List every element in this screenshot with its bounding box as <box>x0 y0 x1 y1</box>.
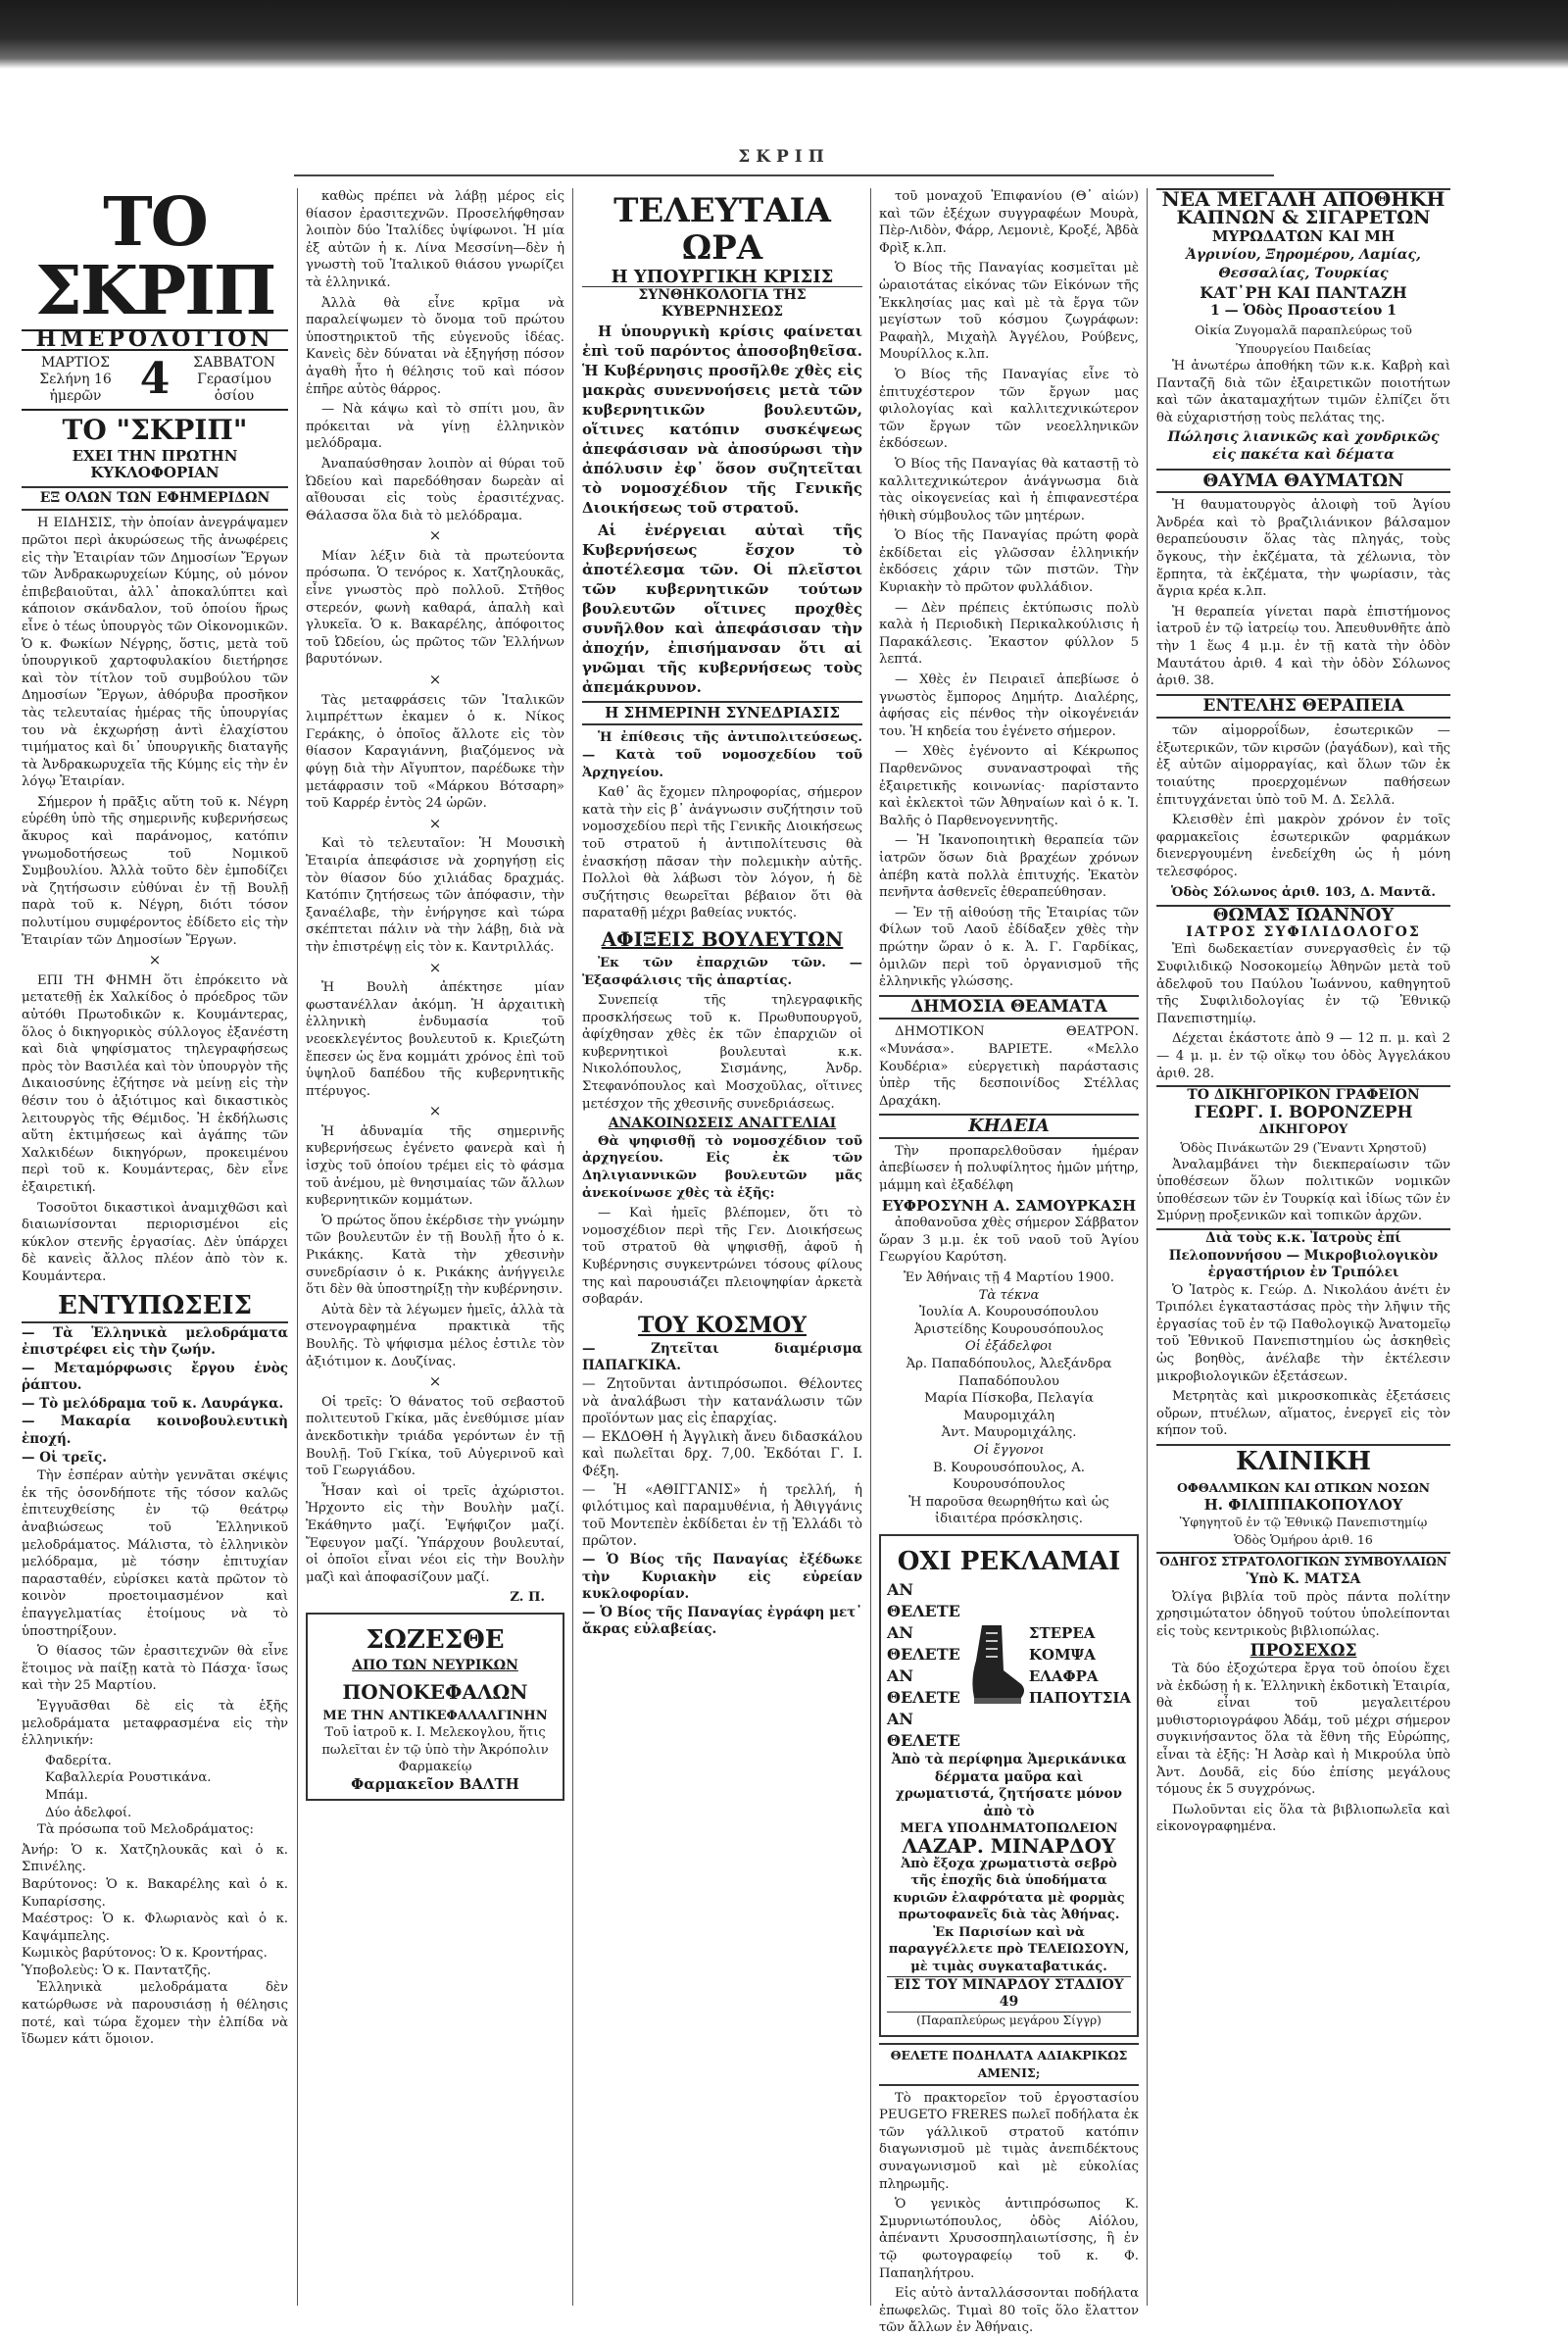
ad-word: ΕΛΑΦΡΑ <box>1028 1666 1099 1685</box>
article-paragraph: Ὀλίγα βιβλία τοῦ πρὸς πάντα πολίτην χρησιμώτατον ὁδηγοῦ τούτου ὑπολείπονται εἰς τοὺς κεντρικοὺς βιβλιοπώλας. <box>1156 1589 1450 1639</box>
article-paragraph: — Δὲν πρέπεις ἐκτύπωσις πολὺ καλὰ ἡ Περιοδικὴ Περικαλκούλισις ἡ Παρακάλεσις. Ἐκαστον φύλλον 5 λεπτά. <box>879 600 1139 668</box>
article-paragraph: Ὁ Βίος τῆς Παναγίας κοσμεῖται μὲ ὡραιοτάτας εἰκόνας τῶν Εἰκόνων τῆς Ἐκκλησίας μας καὶ μὲ τὰ ἔργα τῶν μεγίστων τοῦ κόσμου ζωγράφων: Ραφαὴλ, Μιχαὴλ Ἀγγέλου, Ρούβενς, Μουρίλλος κ.λπ. <box>879 261 1139 363</box>
ad-title-soon: ΠΡΟΣΕΧΩΣ <box>1250 1641 1357 1662</box>
ad-text: Τοῦ ἰατροῦ κ. Ι. Μελεκογλου, ἥτις πωλεῖται ἐν τῷ ὑπὸ τὴν Ἀκρόπολιν Φαρμακείῳ <box>321 1725 549 1775</box>
ad-text: Ἀπὸ τὰ περίφημα Ἀμερικάνικα δέρματα μαῦρα καὶ χρωματιστά, ζητήσατε μόνον ἀπὸ τὸ <box>891 1751 1127 1819</box>
boot-icon <box>960 1621 1029 1710</box>
mourners-list <box>879 1304 1139 1528</box>
list-item: Ἀρ. Παπαδόπουλος, Ἀλεξάνδρα Παπαδόπουλου <box>906 1357 1112 1389</box>
entyposeis-list <box>22 1325 288 1467</box>
ad-address: Ὁδὸς Ὁμήρου ἀριθ. 16 <box>1234 1531 1373 1547</box>
subhead-arrivals: ΑΦΙΞΕΙΣ ΒΟΥΛΕΥΤΩΝ <box>601 926 844 951</box>
list-item: Ἀριστείδης Κουρουσόπουλος <box>914 1321 1103 1337</box>
list-item: — ΕΚΔΟΘΗ ἡ Ἀγγλικὴ ἄνευ διδασκάλου καὶ πωλεῖται δρχ. 7,00. Ἐκδόται Γ. Ι. Φέξη. <box>582 1428 862 1479</box>
month: ΜΑΡΤΙΟΣ <box>40 354 111 371</box>
lawyer-name: ΓΕΩΡΓ. Ι. ΒΟΡΟΝΖΕΡΗ <box>1194 1102 1413 1122</box>
headline-last-hour: ΤΕΛΕΥΤΑΙΑ ΩΡΑ <box>613 191 831 268</box>
article-paragraph: τῶν αἱμορροΐδων, ἐσωτερικῶν — ἐξωτερικῶν, τῶν κιρσῶν (ῥαγάδων), καὶ τῆς ἐξ αὐτῶν αἱμορραγίας, καὶ ὅλων τῶν ἐκ τοιαύτης προερχομένων παθήσεων ἐπιτυγχάνεται ὑπὸ τοῦ Μ. Δ. Σελλᾶ. <box>1156 723 1450 808</box>
cast-list <box>22 1842 288 1980</box>
list-item: — Μακαρία κοινοβουλευτικὴ ἐποχή. <box>22 1414 288 1448</box>
article-paragraph: Αὐτὰ δὲν τὰ λέγωμεν ἡμεῖς, ἀλλὰ τὰ στενογραφημένα πρακτικὰ τῆς Βουλῆς. Τὸ ψήφισμα μέλος ἐστιλε τὸν ἀξιότιμον κ. Δουζίνας. <box>306 1302 564 1369</box>
article-paragraph: — Χθὲς ἐν Πειραιεῖ ἀπεβίωσε ὁ γνωστὸς ἔμπορος Δημήτρ. Διαλέρης, ἀφήσας εἰς πένθος τὴν οἰκογένειάν του. Ἡ κηδεία του ἐγένετο σήμερον. <box>879 672 1139 739</box>
article-paragraph: Σήμερον ἡ πρᾶξις αὕτη τοῦ κ. Νέγρη εὑρέθη ὑπὸ τῆς σημερινῆς κυβερνήσεως ἄκυρος καὶ παράνομος, κατόπιν γνωμοδοτήσεως τοῦ Νομικοῦ Συμβουλίου. Ἀλλὰ τοῦτο δὲν ἐμποδίζει νὰ ζητήσωσιν εὐθύναι ἐν τῇ Βουλῇ παρὰ τοῦ κ. Νέγρη, διότι τόσον πολυτίμου συμφέροντος ἐδίδετο εἰς τὴν Ἑταιρίαν τῶν Δημοσίων Ἔργων. <box>22 794 288 948</box>
column-rule-2 <box>572 188 573 2306</box>
article-paragraph: Ἡ ἀδυναμία τῆς σημερινῆς κυβερνήσεως ἐγένετο φανερὰ καὶ ἡ ἰσχὺς τοῦ ὁποίου τρέμει εἰς τὸ φάσμα τοῦ ἀνέμου, μὲ θνησιμαίας τῶν ἄλλων κυβερνητικῶν κομμάτων. <box>306 1123 564 1209</box>
article-paragraph: Οἱ τρεῖς: Ὁ θάνατος τοῦ σεβαστοῦ πολιτευτοῦ Γκίκα, μᾶς ἐνεθύμισε μίαν ἀνεκδοτικὴν τριάδα γερόντων ἐν τῇ Βουλῇ. Τοῦ Γκίκα, τοῦ Αὐγερινοῦ καὶ τοῦ Γεωργιάδου. <box>306 1394 564 1479</box>
ad-title-miracle: ΘΑΥΜΑ ΘΑΥΜΑΤΩΝ <box>1156 469 1450 494</box>
list-item: Βαρύτονος: Ὁ κ. Βακαρέλης καὶ ὁ κ. Κυπαρίσσης. <box>22 1876 288 1910</box>
mourners-title: Τὰ τέκνα <box>978 1287 1040 1303</box>
ad-title-lawyer: ΤΟ ΔΙΚΗΓΟΡΙΚΟΝ ΓΡΑΦΕΙΟΝ <box>1156 1085 1450 1105</box>
article-paragraph: Η ΕΙΔΗΣΙΣ, τὴν ὁποίαν ἀνεγράψαμεν πρῶτοι περὶ ἀκυρώσεως τῆς ἀνωφέρεις εἰς τὴν Ἑταιρίαν τῶν Δημοσίων Ἔργων τῶν Ἀνδρακωρυχείων Κύμης, οὐ μόνον ἐπιβεβαιοῦται, ἀλλ᾽ ἀποκαλύπτει καὶ κάποιον σκάνδαλον, τοῦ ὁποίου ἥρως εἶνε ὁ τέως ὑπουργὸς τῶν Οἰκονομικῶν. Ὁ κ. Φωκίων Νέγρης, ὅστις, μετὰ τοῦ ὑπουργικοῦ χαρτοφυλακίου διετήρησε καὶ τὸν τίτλον τοῦ συμβούλου τῶν Δημοσίων Ἔργων, ἀθόρυβα προσῆκον τὰς τελευταίας ἡμέρας τῆς ὑπουργίας του νὰ ἐκχωρήσῃ ἀντὶ ἐλαχίστου τιμήματος καὶ δι᾽ ὑπουργικῆς διαταγῆς τὰ Ἀνδρακωρυχεῖα τῆς Κύμης εἰς τὴν ἐν λόγῳ Ἑταιρίαν. <box>22 516 288 790</box>
cast-title: Τὰ πρόσωπα τοῦ Μελοδράματος: <box>37 1822 254 1838</box>
article-paragraph: Δέχεται ἑκάστοτε ἀπὸ 9 — 12 π. μ. καὶ 2 — 4 μ. μ. ἐν τῷ οἴκῳ του ὁδὸς Ἀγγελάκου ἀριθ. 28. <box>1156 1031 1450 1081</box>
list-item: Ἡ παροῦσα θεωρηθήτω καὶ ὡς ἰδιαιτέρα πρόσκλησις. <box>908 1494 1109 1527</box>
list-item: Οἱ ἐξάδελφοι <box>964 1339 1054 1355</box>
ad-line: ΜΥΡΩΔΑΤΩΝ ΚΑΙ ΜΗ <box>1211 227 1396 245</box>
ad-line: ΜΕ ΤΗΝ ΑΝΤΙΚΕΦΑΛΑΛΓΙΝΗΝ <box>322 1708 548 1723</box>
ad-word: ΠΑΠΟΥΤΣΙΑ <box>1028 1688 1132 1707</box>
ad-address: 1 — Ὁδὸς Προαστείου 1 <box>1210 303 1396 319</box>
ad-row: ΑΝ ΘΕΛΕΤΕ <box>887 1579 960 1620</box>
separator-mark: × <box>428 958 442 976</box>
ad-text: Ἀγρινίου, Ξηρομέρου, Λαμίας, Θεσσαλίας, Τουρκίας <box>1186 247 1421 281</box>
dateline <box>22 355 288 411</box>
article-paragraph: ἀποθανοῦσα χθὲς σήμερον Σάββατον ὥραν 3 μ.μ. ἐκ τοῦ ναοῦ τοῦ Ἁγίου Γεωργίου Καρύτση. <box>879 1216 1139 1266</box>
day-number: 4 <box>139 354 171 405</box>
article-paragraph: — Νὰ κάψω καὶ τὸ σπίτι μου, ἂν πρόκειται νὰ γίνῃ ἑλληνικὸν μελόδραμα. <box>306 402 564 452</box>
article-paragraph: Ἡ θεραπεία γίνεται παρὰ ἐπιστήμονος ἰατροῦ ἐν τῷ ἰατρείῳ του. Ἀπευθυνθῆτε ἀπὸ τὴν 1 ἕως 4 μ.μ. ἐν τῇ κατὰ τὴν ὁδὸν Μαυτάτου ἀριθ. 4 καὶ τὴν ὁδὸν Σόλωνος ἀριθ. 38. <box>1156 604 1450 689</box>
masthead-title: ΤΟ ΣΚΡΙΠ <box>34 183 275 330</box>
article-paragraph: Καθ᾽ ἃς ἔχομεν πληροφορίας, σήμερον κατὰ τὴν εἰς β᾽ ἀνάγνωσιν συζήτησιν τοῦ νομοσχεδίου περὶ τῆς Γενικῆς Διοικήσεως τοῦ στρατοῦ ἡ ἀντιπολίτευσις θὰ ἐνασκήσῃ πᾶσαν τὴν πολεμικὴν αὐτῆς. Πολλοὶ θὰ λάβωσι τὸν λόγον, ἡ δὲ συζήτησις θεωρεῖται βέβαιον ὅτι θὰ παραταθῇ μέχρι βαθείας νυκτός. <box>582 785 862 921</box>
ad-shop: Φαρμακεῖον ΒΑΛΤΗ <box>351 1774 519 1793</box>
list-item: — Μεταμόρφωσις ἔργου ἑνὸς ῥάπτου. <box>22 1360 288 1394</box>
subhead-government: ΣΥΝΘΗΚΟΛΟΓΙΑ ΤΗΣ ΚΥΒΕΡΝΗΣΕΩΣ <box>638 286 807 321</box>
clinic-title: ΚΛΙΝΙΚΗ <box>1156 1444 1450 1477</box>
article-paragraph: Τὰς μεταφράσεις τῶν Ἰταλικῶν λιμπρέττων ἐκαμεν ὁ κ. Νίκος Γεράκης, ὁ ὁποῖος ἄλλοτε εἰς τὸν θίασον Καραγιάννη, βιαζόμενος νὰ φύγῃ διὰ τὴν Αἴγυπτον, παρέδωκε τὴν μετάφρασιν τοῦ «Μάρκου Βότσαρη» τοῦ Καρρέρ ἐντὸς 24 ὡρῶν. <box>306 692 564 812</box>
article-paragraph: τοῦ μοναχοῦ Ἐπιφανίου (Θ᾽ αἰών) καὶ τῶν ἐξέχων συγγραφέων Μουρὰ, Πὲρ-Λιδὸν, Φάρρ, Λεμονιὲ, Κροξέ, Ἀβδὰ Φρὶξ κ.λπ. <box>879 189 1139 256</box>
plays-list <box>22 1753 288 1821</box>
article-paragraph: Μίαν λέξιν διὰ τὰ πρωτεύοντα πρόσωπα. Ὁ τενόρος κ. Χατζηλουκᾶς, εἶνε γνωστὸς πρὸ πολλοῦ. Στῆθος στερεόν, φωνὴ καθαρά, ἁπαλὴ καὶ γλυκεῖα. Ὁ κ. Βακαρέλης, ἀπόφοιτος τοῦ Ὠδείου, ὡς πρῶτος τῶν Ἑλλήνων βαρυτόνων. <box>306 548 564 668</box>
ad-row: ΑΝ ΘΕΛΕΤΕ <box>887 1666 960 1707</box>
ad-text: Ἀπὸ ἔξοχα χρωματιστὰ σεβρὸ τῆς ἐποχῆς διὰ ὑποδήματα κυριῶν ἐλαφρότατα μὲ φορμὰς πρωτοφανεῖς διὰ τὰς Ἀθήνας. <box>893 1856 1125 1923</box>
article-paragraph: Ἐκ τῶν ἐπαρχιῶν τῶν. — Ἐξασφάλισις τῆς ἀπαρτίας. <box>582 955 862 988</box>
kosmos-list <box>582 1341 862 1639</box>
list-item: Μαρία Πίσκοβα, Πελαγία Μαυρομιχάλη <box>924 1391 1094 1423</box>
list-item: — Τὰ Ἑλληνικὰ μελοδράματα ἐπιστρέφει εἰς τὴν ζωήν. <box>22 1324 288 1359</box>
article-paragraph: Ἡ ἀνωτέρω ἀποθήκη τῶν κ.κ. Καβρὴ καὶ Πανταζῆ διὰ τῶν ἐξαιρετικῶν ποιοτήτων καὶ τῶν ἀκαταμαχήτων τιμῶν ἐλπίζει ὅτι θὰ εὐχαριστήσῃ τοὺς πελάτας της. <box>1156 359 1450 425</box>
column-1 <box>22 183 288 2315</box>
ad-shoes <box>879 1534 1139 2038</box>
article-paragraph: Τοσοῦτοι δικαστικοὶ ἀναμιχθῶσι καὶ διαιωνίσονται περιορισμένοι εἰς κύκλον στενῆς ἐργασίας. Δὲν ὑπάρχει δὲ κανεὶς ἄλλος πλέον ἀπὸ τὸν κ. Κουμάντερα. <box>22 1200 288 1284</box>
article-paragraph: Πωλοῦνται εἰς ὅλα τὰ βιβλιοπωλεῖα καὶ εἰκονογραφημένα. <box>1156 1802 1450 1835</box>
list-item: Μπάμ. <box>45 1787 88 1803</box>
article-paragraph: Ὁ θίασος τῶν ἐρασιτεχνῶν θὰ εἶνε ἕτοιμος νὰ παίξῃ κατὰ τὸ Πάσχα· ἴσως καὶ τὴν 25 Μαρτίου. <box>22 1644 288 1694</box>
ad-word: ΚΟΜΨΑ <box>1028 1645 1096 1664</box>
page-header: ΣΚΡΙΠ <box>738 147 830 167</box>
article-paragraph: — Ἐν τῇ αἰθούσῃ τῆς Ἑταιρίας τῶν Φίλων τοῦ Λαοῦ ἐδίδαξεν χθὲς τὴν πρώτην ὥραν ὁ κ. Ἀ. Γ. Γαρδίκας, ὁμιλῶν περὶ τοῦ ὀργανισμοῦ τῆς ἐλληνικῆς γλώσσης. <box>879 905 1139 990</box>
section-title-entyposeis: ΕΝΤΥΠΩΣΕΙΣ <box>22 1290 288 1323</box>
doctor-name: ΘΩΜΑΣ ΙΩΑΝΝΟΥ <box>1156 905 1450 924</box>
masthead <box>22 183 288 411</box>
weekday: ΣΑΒΒΑΤΟΝ <box>193 354 275 371</box>
ad-title: ΣΩΖΕΣΘΕ <box>366 1624 505 1655</box>
article-paragraph: Αἱ ἐνέργειαι αὐταὶ τῆς Κυβερνήσεως ἔσχον τὸ ἀποτέλεσμα τῶν. Οἱ πλεῖστοι τῶν κυβερνητικῶν τούτων βουλευτῶν οἵτινες προχθὲς συνῆλθον καὶ ἀπεφάσισαν τὴν ἀποχήν, ἐπισήμανσαν ὅτι αἱ γνῶμαι τῆς κυβερνήσεως τοὺς ἀπεμάκρυνον. <box>582 521 862 696</box>
clinic-subtitle: ΟΦΘΑΛΜΙΚΩΝ ΚΑΙ ΩΤΙΚΩΝ ΝΟΣΩΝ <box>1176 1480 1431 1496</box>
article-paragraph: Τὴν ἐσπέραν αὐτὴν γεννᾶται σκέψις ἐκ τῆς ὁσονδήποτε τῆς τόσον καλῶς ἐπιτευχθείσης ἐν τῷ θεάτρῳ ἀναβιώσεως τοῦ Ἑλληνικοῦ μελοδράματος. Μάλιστα, τὸ ἑλληνικὸν μελόδραμα, μὲ τόσην ἐπιτυχίαν παρασταθέν, εὑρίσκει κατὰ πρῶτον τὸ κοινὸν προετοιμασμένον καὶ ἐπαγγελματίας ἑτοίμους νὰ τὸ ὑποστηρίξουν. <box>22 1468 288 1639</box>
column-3 <box>582 188 862 2315</box>
ad-owner: ΚΑΤ᾽ΡΗ ΚΑΙ ΠΑΝΤΑΖΗ <box>1200 283 1407 302</box>
ad-shop-name: ΛΑΖΑΡ. ΜΙΝΑΡΔΟΥ <box>902 1833 1116 1858</box>
list-item: Ὑποβολεὺς: Ὁ κ. Παντατζῆς. <box>22 1963 212 1978</box>
article-paragraph: Ἦσαν καὶ οἱ τρεῖς ἀχώριστοι. Ἠρχοντο εἰς τὴν Βουλὴν μαζί. Ἐκάθηντο μαζί. Ἐψήφιζον μαζί. Ἔφευγον μαζί. Ὑπάρχουν βουλευταί, οἱ ὁποῖοι εἶναι νέοι εἰς τὴν Βουλὴν μαζὶ καὶ ἀποφασίζουν μαζί. <box>306 1483 564 1585</box>
article-paragraph: Ἐπὶ δωδεκαετίαν συνεργασθεὶς ἐν τῷ Συφιλιδικῷ Νοσοκομείῳ Ἀθηνῶν μετὰ τοῦ ἀδελφοῦ του Παύλου Ἰωάννου, καθηγητοῦ τῆς Συφιλιδολογίας ἐν τῷ Ἐθνικῷ Πανεπιστημίῳ. <box>1156 942 1450 1026</box>
clinic-doctor: Η. ΦΙΛΙΠΠΑΚΟΠΟΥΛΟΥ <box>1203 1495 1403 1514</box>
article-paragraph: Ἡ θαυματουργὸς ἀλοιφὴ τοῦ Ἁγίου Ἀνδρέα καὶ τὸ βραζιλιάνικον βάλσαμον θεραπεύουσιν ὅλας τὰς πληγάς, τοὺς ὄγκους, τὴν ἐκζέματα, τὰ χέλωνια, τὸν ἕρπητα, τὰ ἐκζέματα, τὴν ψωρίασιν, τὰς ἄγρια κρέα κ.λπ. <box>1156 498 1450 600</box>
list-item: — Ζητοῦνται ἀντιπρόσωποι. Θέλοντες νὰ ἀναλάβωσι τὴν κατανάλωσιν τῶν προϊόντων μας εἰς ἐπαρχίας. <box>582 1375 862 1427</box>
ad-subtitle: ΚΑΠΝΩΝ & ΣΙΓΑΡΕΤΩΝ <box>1176 207 1431 228</box>
article-paragraph: Η ὑπουργικὴ κρίσις φαίνεται ἐπὶ τοῦ παρόντος ἀποσοβηθεῖσα. Ἡ Κυβέρνησις προσῆλθε χθὲς εἰς μακρὰς συνεννοήσεις μετὰ τῶν κυβερνητικῶν βουλευτῶν, οἵτινες κατόπιν συσκέψεως ἀπεφάσισαν νὰ ἀποσύρωσι τὴν ἀπόλυσιν ἐφ᾽ ὅσον συζητεῖται τὸ νομοσχέδιον τῆς Γενικῆς Διοικήσεως τοῦ στρατοῦ. <box>582 322 862 517</box>
list-item: Καβαλλερία Ρουστικάνα. <box>45 1770 212 1786</box>
article-paragraph: Εἰς αὐτὸ ἀνταλλάσσονται ποδήλατα ἐπωφελῶς. Τιμαὶ 80 τοῖς ὅλο ἔλαττον τῶν ἄλλων ἐν Ἀθήναις. <box>879 2286 1139 2336</box>
list-item: — Ζητεῖται διαμέρισμα ΠΑΠΑΓΚΙΚΑ. <box>582 1340 862 1374</box>
ad-title-guide: ΟΔΗΓΟΣ ΣΤΡΑΤΟΛΟΓΙΚΩΝ ΣΥΜΒΟΥΛΑΙΩΝ <box>1156 1552 1450 1571</box>
list-item: Ἀνήρ: Ὁ κ. Χατζηλουκᾶς καὶ ὁ κ. Σπινέλης. <box>22 1842 288 1875</box>
saint-of-day: Γερασίμου ὁσίου <box>197 371 271 404</box>
article-paragraph: ΔΗΜΟΤΙΚΟΝ ΘΕΑΤΡΟΝ. «Μυνάσα». ΒΑΡΙΕΤΕ. «Μελλο Κουδέρια» εὐεργετικὴ παράστασις ὑπὲρ τῆς δεσποινίδος Στέλλας Δραχάκη. <box>879 1024 1139 1109</box>
list-item: — Ἡ «ΑΘΙΓΓΑΝΙΣ» ἡ τρελλή, ἡ φιλότιμος καὶ παραμυθένια, ἡ Ἀθιγγάνις τοῦ Μοντεπὲν ἐκδίδεται ἐν τῇ Ἑλλάδι τὸ πρῶτον. <box>582 1481 862 1550</box>
article-paragraph: Κλεισθὲν ἐπὶ μακρὸν χρόνον ἐν τοῖς φαρμακεῖοις ἐσωτερικῶν φαρμάκων διενεργουμένη ἐνεδείχθη ὡς ἡ μόνη τελεσφόρος. <box>1156 813 1450 880</box>
promo-title: ΤΟ "ΣΚΡΙΠ" <box>62 413 248 446</box>
section-title-kosmos: ΤΟΥ ΚΟΣΜΟΥ <box>638 1312 807 1338</box>
ad-text: Ἐκ Παρισίων καὶ νὰ παραγγέλλετε πρὸ ΤΕΛΕΙΩΣΟΥΝ, μὲ τιμὰς συγκαταβατικάς. <box>888 1924 1130 1975</box>
subhead-today-session: Η ΣΗΜΕΡΙΝΗ ΣΥΝΕΔΡΙΑΣΙΣ <box>582 701 862 726</box>
scan-border-top <box>0 0 1568 69</box>
section-title-theamata: ΔΗΜΟΣΙΑ ΘΕΑΜΑΤΑ <box>879 995 1139 1020</box>
clinic-text: Ὑφηγητοῦ ἐν τῷ Ἐθνικῷ Πανεπιστημίῳ <box>1179 1515 1428 1530</box>
separator-mark: × <box>428 526 442 545</box>
ad-title: ΝΕΑ ΜΕΓΑΛΗ ΑΠΟΘΗΚΗ <box>1156 188 1450 209</box>
article-paragraph: Ὁ Βίος τῆς Παναγίας εἶνε τὸ ἐπιτυχέστερον τῶν ἔργων μας φιλολογίας καὶ καλλιτεχνικώτερον τῶν ἔργων τῶν νεοελληνικῶν ἐκδόσεων. <box>879 367 1139 452</box>
ad-title-lab: Διὰ τοὺς κ.κ. Ἰατροὺς ἐπί Πελοποννήσου — Μικροβιολογικὸν ἐργαστήριον ἐν Τριπόλει <box>1156 1228 1450 1282</box>
headline-crisis: Η ΥΠΟΥΡΓΙΚΗ ΚΡΙΣΙΣ <box>582 269 862 287</box>
article-paragraph: — Ἡ Ἰκανοποιητικὴ θεραπεία τῶν ἰατρῶν ὅσων διὰ βραχέων χρόνων ἀπέβη κατὰ πολλὰ ἐπιτυχής. Ἑκατὸν πενῆντα ἀσθενεῖς ἐθεραπεύθησαν. <box>879 833 1139 901</box>
article-paragraph: ΕΠΙ ΤΗ ΦΗΜΗ ὅτι ἐπρόκειτο νὰ μετατεθῇ ἐκ Χαλκίδος ὁ πρόεδρος τῶν αὐτόθι Πρωτοδικῶν κ. Κουμάντερας, ὅλος ὁ δικηγορικὸς σύλλογος ἐξανέστη καὶ διὰ ψηφίσματος τηλεγραφήσεως πρὸς τὸν Βασιλέα καὶ τὸν ὑπουργὸν τῆς Δικαιοσύνης ἐζήτησε νὰ μείνῃ εἰς τὴν θέσιν του ὁ ἀξιότιμος καὶ δικαστικὸς λειτουργὸς τῆς Θέμιδος. Ἡ ἐκδήλωσις αὕτη ἐκτιμήσεως καὶ ἀγάπης τῶν Χαλκιδέων δικηγόρων, προκειμένου περὶ τοῦ κ. Κουμάντερας, δὲν εἶνε ἐξαιρετική. <box>22 972 288 1195</box>
article-paragraph: Ὁ Βίος τῆς Παναγίας θὰ καταστῇ τὸ καλλιτεχνικώτερον ἀνάγνωσμα διὰ τὰς οἰκογενείας καὶ ἡ ἐπιφανεστέρα ἠθικὴ σύμβουλος τῶν μητέρων. <box>879 456 1139 523</box>
article-paragraph: Ὁ πρώτος ὅπου ἐκέρδισε τὴν γνώμην τῶν βουλευτῶν ἐν τῇ Βουλῇ ἦτο ὁ κ. Ρικάκης. Κατὰ τὴν χθεσινὴν συνεδρίασιν ὁ κ. Ρικάκης ἀνήγγειλε ὅτι δὲν θὰ ὑποστηρίξῃ τὴν κυβέρνησιν. <box>306 1213 564 1298</box>
ad-address: ΕΙΣ ΤΟΥ ΜΙΝΑΡΔΟΥ ΣΤΑΔΙΟΥ 49 <box>887 1976 1131 2013</box>
ad-row: ΑΝ ΘΕΛΕΤΕ <box>887 1622 960 1664</box>
article-paragraph: Τὸ πρακτορεῖον τοῦ ἐργοστασίου PEUGETO FRERES πωλεῖ ποδήλατα ἐκ τῶν γάλλικοῦ στρατοῦ κατόπιν διαγωνισμοῦ μὲ τιμὰς ἀνεπιδέκτους συναγωνισμοῦ καὶ μὲ εὐκολίας πληρωμῆς. <box>879 2090 1139 2192</box>
separator-mark: × <box>428 814 442 832</box>
article-paragraph: καθὼς πρέπει νὰ λάβῃ μέρος εἰς θίασον ἐρασιτεχνῶν. Προσελήφθησαν λοιπὸν δύο Ἰταλίδες ὑψίφωνοι. Ἡ μία ἐξ αὐτῶν ἡ κ. Λίνα Μεσσίνη—δὲν ἡ γνωστὴ τοῦ Ἰταλικοῦ θιάσου γνωρίζει τὰ ἑλληνικά. <box>306 189 564 290</box>
article-paragraph: — Καὶ ἡμεῖς βλέπομεν, ὅτι τὸ νομοσχέδιον περὶ τῆς Γεν. Διοικήσεως τοῦ στρατοῦ θὰ ψηφισθῇ, ἀφοῦ ἡ Κυβέρνησις συγκεντρώνει τόσους φίλους της καὶ παρουσιάζει πλειοψηφίαν ἀρκετὰ σοβαράν. <box>582 1206 862 1308</box>
list-item: Κωμικὸς βαρύτονος: Ὁ κ. Κροντήρας. <box>22 1946 268 1962</box>
column-4 <box>879 188 1139 2336</box>
page-header-rule <box>294 174 1274 176</box>
separator-mark: × <box>148 951 162 970</box>
promo-line-1: ΕΧΕΙ ΤΗΝ ΠΡΩΤΗΝ ΚΥΚΛΟΦΟΡΙΑΝ <box>72 446 238 482</box>
list-item: Β. Κουρουσόπουλος, Α. Κουρουσόπουλος <box>933 1460 1085 1493</box>
list-item: Οἱ ἔγγονοι <box>973 1442 1045 1458</box>
column-2 <box>306 188 564 2315</box>
separator-mark: × <box>428 1372 442 1391</box>
ad-headache <box>306 1613 564 1802</box>
list-item: — Οἱ τρεῖς. <box>22 1449 107 1466</box>
guide-author: Ὑπὸ Κ. ΜΑΤΣΑ <box>1246 1571 1361 1587</box>
list-item: Ἰουλία Α. Κουρουσόπουλου <box>919 1305 1099 1320</box>
separator-mark: × <box>428 671 442 689</box>
signature: Z. Π. <box>510 1590 545 1606</box>
article-paragraph: Μετρητὰς καὶ μικροσκοπικὰς ἐξετάσεις οὔρων, πτυέλων, αἵματος, ἐνεργεῖ εἰς τὸν κήπον τοῦ. <box>1156 1389 1450 1439</box>
ad-main: ΠΟΝΟΚΕΦΑΛΩΝ <box>342 1679 528 1704</box>
moon-age: Σελήνη 16 ἡμερῶν <box>39 371 112 404</box>
article-paragraph: Καὶ τὸ τελευταῖον: Ἡ Μουσικὴ Ἑταιρία ἀπεφάσισε νὰ χορηγήσῃ εἰς τὸν θίασον δύο χιλιάδας δραχμάς. Κατόπιν ζητήσεως τῶν ἀπόφασιν, τὴν ξαναέλαβε, τὴν ἐνήργησε καὶ τώρα σκέπτεται πάλιν νὰ τὴν λάβῃ, διὰ νὰ τὴν ἐπιστρέψῃ εἰς τὸν κ. Καντριλλάς. <box>306 836 564 955</box>
section-title-funeral: ΚΗΔΕΙΑ <box>879 1114 1139 1139</box>
article-paragraph: Θὰ ψηφισθῇ τὸ νομοσχέδιον τοῦ ἀρχηγείου. Εἰς ἐκ τῶν Δηλιγιαννικῶν βουλευτῶν μᾶς ἀνεκοίνωσε χθὲς τὰ ἑξῆς: <box>582 1133 862 1201</box>
column-rule-3 <box>870 188 871 2306</box>
ad-shop: ΜΕΓΑ ΥΠΟΔΗΜΑΤΟΠΩΛΕΙΟΝ <box>900 1821 1118 1837</box>
article-paragraph: Ἀλλὰ θὰ εἶνε κρῖμα νὰ παραλείψωμεν τὸ ὄνομα τοῦ πρώτου ὑποστηρικτοῦ τῆς εὐγενοῦς ἰδέας. Κανεὶς δὲν δύναται νὰ ἐξηγήσῃ πόσον ἀγαθὴ ἦτο ἡ θέλησις τοῦ καὶ πόσον ἐπῆρε αὐτὸς θάρρος. <box>306 295 564 397</box>
ad-address-note: Οἰκία Ζυγομαλᾶ παραπλεύρως τοῦ Ὑπουργείου Παιδείας <box>1195 323 1412 356</box>
list-item: Δύο ἀδελφοί. <box>45 1805 132 1820</box>
ad-title-therapy: ΕΝΤΕΛΗΣ ΘΕΡΑΠΕΙΑ <box>1156 694 1450 720</box>
article-paragraph: Ἑλληνικὰ μελοδράματα δὲν κατώρθωσε νὰ παρουσιάσῃ ἡ θέλησις ποτέ, καὶ τώρα ἔχομεν τὴν ἐλπίδα νὰ ἴδωμεν κάτι ὅμοιον. <box>22 1980 288 2048</box>
article-paragraph: Ὁ γενικὸς ἀντιπρόσωπος Κ. Σμυρνιωτόπουλος, ὁδὸς Αἰόλου, ἀπέναντι Χρυσοσπηλαιωτίσσης, ἢ ἐν τῷ φωτογραφείῳ τοῦ κ. Φ. Παπαηλήτρου. <box>879 2197 1139 2281</box>
promo-line-2: ΕΞ ΟΛΩΝ ΤΩΝ ΕΦΗΜΕΡΙΔΩΝ <box>22 486 288 512</box>
subhead-bicycles: ΘΕΛΕΤΕ ΠΟΔΗΛΑΤΑ ΑΔΙΑΚΡΙΚΩΣ ΑΜΕΝΙΣ; <box>879 2043 1139 2085</box>
subhead-announcements: ΑΝΑΚΟΙΝΩΣΕΙΣ ΑΝΑΓΓΕΛΙΑΙ <box>608 1116 837 1132</box>
list-item: Μαέστρος: Ὁ κ. Φλωριανὸς καὶ ὁ κ. Καψάμπελης. <box>22 1912 288 1944</box>
article-paragraph: Ἀναπαύσθησαν λοιπὸν αἱ θύραι τοῦ Ὠδείου καὶ παρεδόθησαν δωρεὰν αἱ αἴθουσαι εἰς τοὺς ἐρασιτέχνας. Θάλασσα ὅλα διὰ τὸ μελόδραμα. <box>306 456 564 523</box>
funeral-date: Ἐν Ἀθήναις τῇ 4 Μαρτίου 1900. <box>904 1270 1114 1286</box>
article-paragraph: Ἐγγυᾶσθαι δὲ εἰς τὰ ἑξῆς μελοδράματα μεταφρασμένα εἰς τὴν ἑλληνικήν: <box>22 1698 288 1749</box>
list-item: Ἀντ. Μαυρομιχάλης. <box>941 1425 1077 1441</box>
ad-tail: Πώλησις λιανικῶς καὶ χονδρικῶς εἰς πακέτα καὶ δέματα <box>1167 429 1440 463</box>
ad-row: ΑΝ ΘΕΛΕΤΕ <box>887 1709 960 1750</box>
list-item: — Ὁ Βίος τῆς Παναγίας ἐγράφη μετ᾽ ἄκρας εὐλαβείας. <box>582 1604 862 1638</box>
list-item: — Τὸ μελόδραμα τοῦ κ. Λαυράγκα. <box>22 1395 284 1412</box>
ad-word: ΣΤΕΡΕΑ <box>1028 1623 1096 1642</box>
column-5 <box>1156 188 1450 2315</box>
article-paragraph: Ἡ Βουλὴ ἀπέκτησε μίαν φωστανέλλαν ἀκόμη. Ἡ ἀρχαιτικὴ ἑλληνικὴ ἐνδυμασία τοῦ νεοεκλεγέντος βουλευτοῦ κ. Κριεζώτη ἔπεσεν ὡς ἕνα κομμάτι χρόνος ἐπὶ τοῦ ὑψηλοῦ δαπέδου τῆς κυβερνητικῆς πτέρυγος. <box>306 980 564 1099</box>
article-paragraph: Τὰ δύο ἐξοχώτερα ἔργα τοῦ ὁποίου ἔχει νὰ ἐκδώσῃ ἡ κ. Ἑλληνικὴ ἐκδοτικὴ Ἑταιρία, θὰ εἶναι τοῦ μεγαλειτέρου μυθιστοριογράφου Ἀδάμ, τοῦ μέχρι σήμερον συγκινήσαντος ὅλα τὰ ἔθνη τῆς Εὐρώπης, εἶναι τὰ ἑξῆς: Ἡ Ἀσὰρ καὶ ἡ Μικρούλα ὑπὸ Ἀντ. Δουδᾶ, εἰς δύο ἐπίσης μεγάλους τόμους ἐκ 5 συγχρόνως. <box>1156 1661 1450 1798</box>
article-paragraph: Συνεπείᾳ τῆς τηλεγραφικῆς προσκλήσεως τοῦ κ. Πρωθυπουργοῦ, ἀφίχθησαν χθὲς ἐκ τῶν ἐπαρχιῶν οἱ κυβερνητικοὶ βουλευταὶ κ.κ. Νικολόπουλος, Σισμάνης, Ἀνδρ. Στεφανόπουλος καὶ Μοσχοῦλας, οἵτινες μετέσχον τῆς χθεσινῆς συνεδριάσεως. <box>582 993 862 1112</box>
article-paragraph: Ὁ Βίος τῆς Παναγίας πρώτη φορὰ ἐκδίδεται εἰς γλῶσσαν ἑλληνικήν ἐκδόσεις χάριν τῶν πιστῶν. Τὴν Κυριακὴν τὸ πρῶτον φυλλάδιον. <box>879 528 1139 596</box>
article-paragraph: — Χθὲς ἐγένοντο αἱ Κέκρωπος Παρθενῶνος συναναστροφαὶ τῆς ἐξαιρετικῆς κοινωνίας· παρίσταντο καὶ ἐκλεκτοὶ τῶν Ἀθηναίων καὶ ὁ κ. Ἰ. Βαλῆς ὁ Παρθενογεννητῆς. <box>879 744 1139 828</box>
column-rule-1 <box>297 188 298 2306</box>
ad-address-note: (Παραπλεύρως μεγάρου Σίγγρ) <box>916 2013 1102 2027</box>
separator-mark: × <box>428 1102 442 1120</box>
article-paragraph: Ἡ ἐπίθεσις τῆς ἀντιπολιτεύσεως. — Κατὰ τοῦ νομοσχεδίου τοῦ Ἀρχηγείου. <box>582 730 862 780</box>
list-item: — Ὁ Βίος τῆς Παναγίας ἐξέδωκε τὴν Κυριακὴν εἰς εὐρείαν κυκλοφορίαν. <box>582 1551 862 1603</box>
masthead-subtitle: ΗΜΕΡΟΛΟΓΙΟΝ <box>22 329 288 351</box>
doctor-title: ΙΑΤΡΟΣ ΣΥΦΙΛΙΔΟΛΟΓΟΣ <box>1186 923 1421 940</box>
ad-address: Ὁδὸς Πινάκωτῶν 29 (Ἔναντι Χρηστοῦ) <box>1180 1139 1427 1155</box>
ad-subtitle: ΑΠΟ ΤΩΝ ΝΕΥΡΙΚΩΝ <box>352 1657 518 1673</box>
deceased-name: ΕΥΦΡΟΣΥΝΗ Α. ΣΑΜΟΥΡΚΑΣΗ <box>881 1196 1137 1215</box>
article-paragraph: Ἀναλαμβάνει τὴν διεκπεραίωσιν τῶν ὑποθέσεων ὅλων πολιτικῶν νομικῶν ὑποθέσεων τῶν ἐν Τουρκίᾳ καὶ ἰδίως τῶν ἐν Σμύρνῃ προξενικῶν καὶ τοπικῶν ἀρχῶν. <box>1156 1157 1450 1224</box>
list-item: Φαδερίτα. <box>45 1753 112 1768</box>
article-paragraph: Τὴν προπαρελθοῦσαν ἡμέραν ἀπεβίωσεν ἡ πολυφίλητος ἡμῶν μήτηρ, μάμμη καὶ ἐξαδέλφη <box>879 1143 1139 1194</box>
lawyer-role: ΔΙΚΗΓΟΡΟΥ <box>1258 1122 1348 1138</box>
ad-tobacco <box>1156 188 1450 358</box>
article-paragraph: Ὁ Ἰατρὸς κ. Γεώρ. Δ. Νικολάου ἀνέτι ἐν Τριπόλει ἐγκαταστάσας πρὸς τὴν λῆψιν τῆς ἐργασίας τοῦ ἐν τῷ Παθολογικῷ Ἀνατομεῖῳ τοῦ Ἐθνικοῦ Πανεπιστημίου ὡς ἀσκηθεὶς ὡς βοηθὸς, ἀνέλαβε τὴν ἐκτέλεσιν μικροβιολογικῶν ἐξετάσεων. <box>1156 1282 1450 1384</box>
ad-address: Ὁδὸς Σόλωνος ἀριθ. 103, Δ. Μαντᾶ. <box>1171 884 1436 900</box>
ad-title: ΟΧΙ ΡΕΚΛΑΜΑΙ <box>897 1546 1121 1576</box>
column-rule-4 <box>1147 188 1148 2306</box>
